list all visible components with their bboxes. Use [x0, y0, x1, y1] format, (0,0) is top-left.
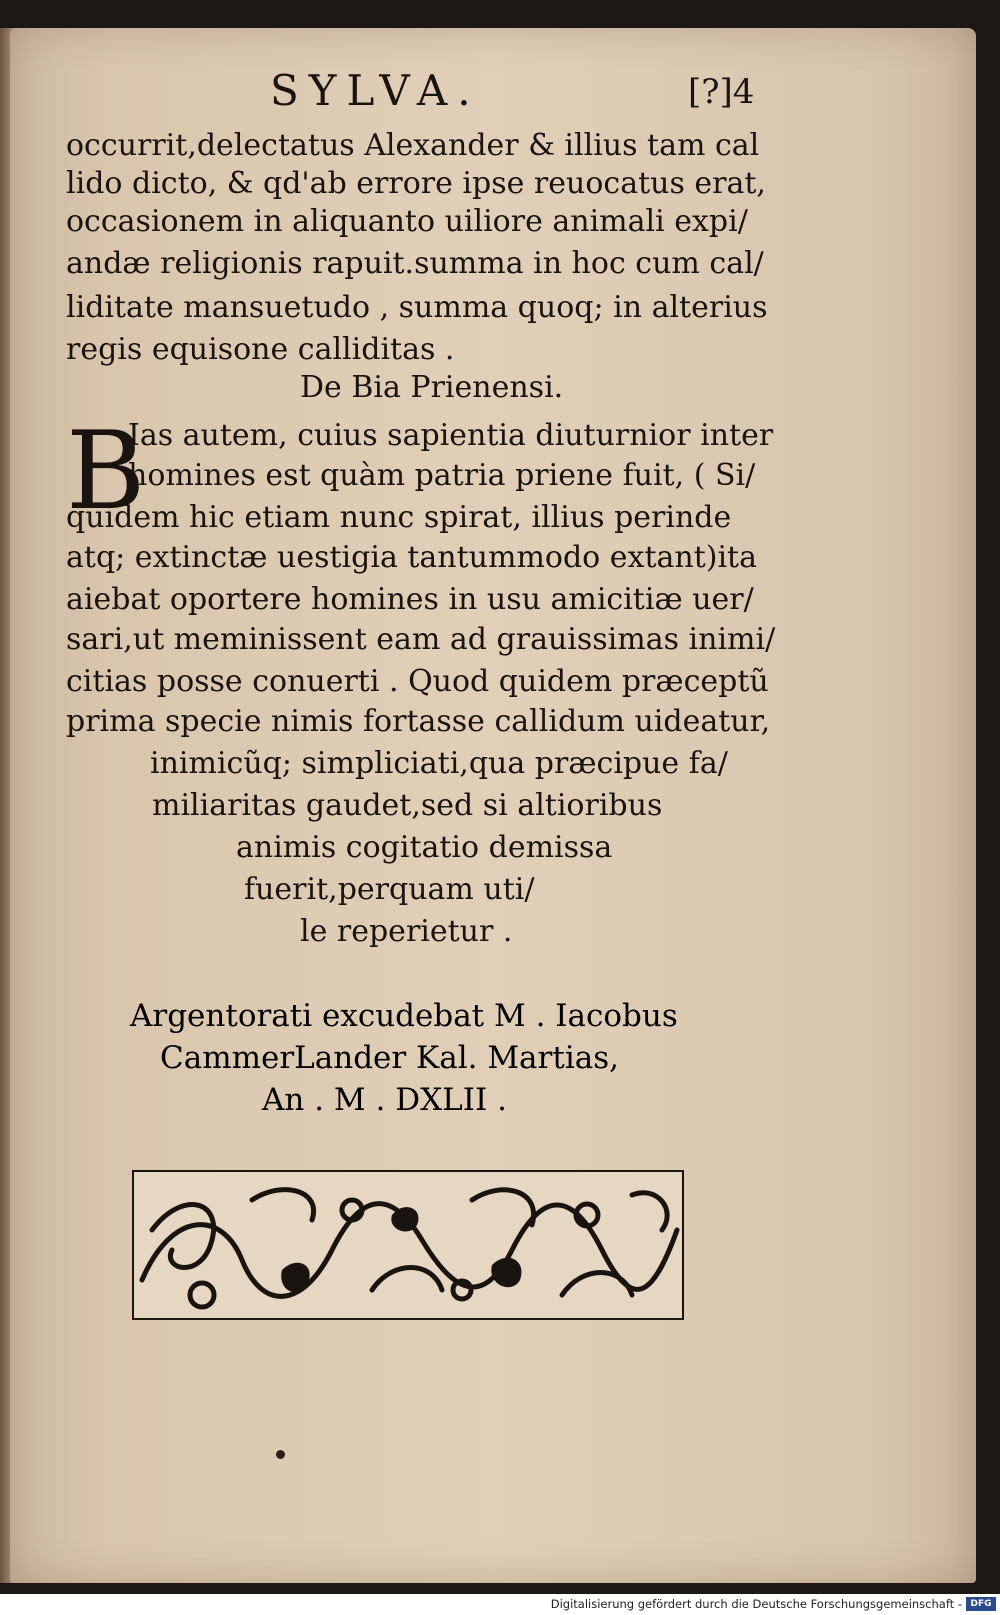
- dfg-logo: DFG: [966, 1597, 996, 1611]
- colophon-line: CammerLander Kal. Martias,: [160, 1040, 619, 1076]
- text-line: lido dicto, & qd'ab errore ipse reuocatus erat,: [66, 166, 766, 201]
- footer-bar: [0, 1594, 1000, 1615]
- funding-credit: Digitalisierung gefördert durch die Deutsche Forschungsgemeinschaft -: [550, 1597, 962, 1611]
- text-line: regis equisone calliditas .: [66, 332, 455, 367]
- colophon-line: Argentorati excudebat M . Iacobus: [130, 998, 678, 1034]
- text-line: aiebat oportere homines in usu amicitiæ uer/: [66, 582, 754, 617]
- text-line: inimicũq; simpliciati,qua præcipue fa/: [150, 746, 728, 781]
- text-line: animis cogitatio demissa: [236, 830, 613, 865]
- ink-dot: [276, 1450, 285, 1459]
- text-line: homines est quàm patria priene fuit, ( Si/: [128, 458, 756, 493]
- section-heading: De Bia Prienensi.: [300, 370, 564, 405]
- text-line: Ias autem, cuius sapientia diuturnior inter: [128, 418, 774, 453]
- drop-cap: B: [66, 409, 146, 534]
- text-line: fuerit,perquam uti/: [244, 872, 535, 907]
- text-line: occasionem in aliquanto uiliore animali expi/: [66, 204, 748, 239]
- text-line: le reperietur .: [300, 914, 513, 949]
- text-line: quidem hic etiam nunc spirat, illius perinde: [66, 500, 732, 535]
- text-line: liditate mansuetudo , summa quoq; in alterius: [66, 290, 768, 325]
- text-line: andæ religionis rapuit.summa in hoc cum cal/: [66, 246, 764, 281]
- woodcut-ornament-image: [132, 1170, 684, 1320]
- text-line: prima specie nimis fortasse callidum uideatur,: [66, 704, 771, 739]
- page-header: [0, 62, 1000, 122]
- running-title: SYLVA.: [270, 66, 481, 115]
- text-line: occurrit,delectatus Alexander & illius tam cal: [66, 128, 760, 163]
- text-line: citias posse conuerti . Quod quidem præceptũ: [66, 664, 769, 699]
- text-line: atq; extinctæ uestigia tantummodo extant)ita: [66, 540, 757, 575]
- folio-number: [?]4: [688, 72, 755, 112]
- text-line: miliaritas gaudet,sed si altioribus: [152, 788, 663, 823]
- colophon-line: An . M . DXLII .: [262, 1082, 507, 1118]
- text-line: sari,ut meminissent eam ad grauissimas inimi/: [66, 622, 776, 657]
